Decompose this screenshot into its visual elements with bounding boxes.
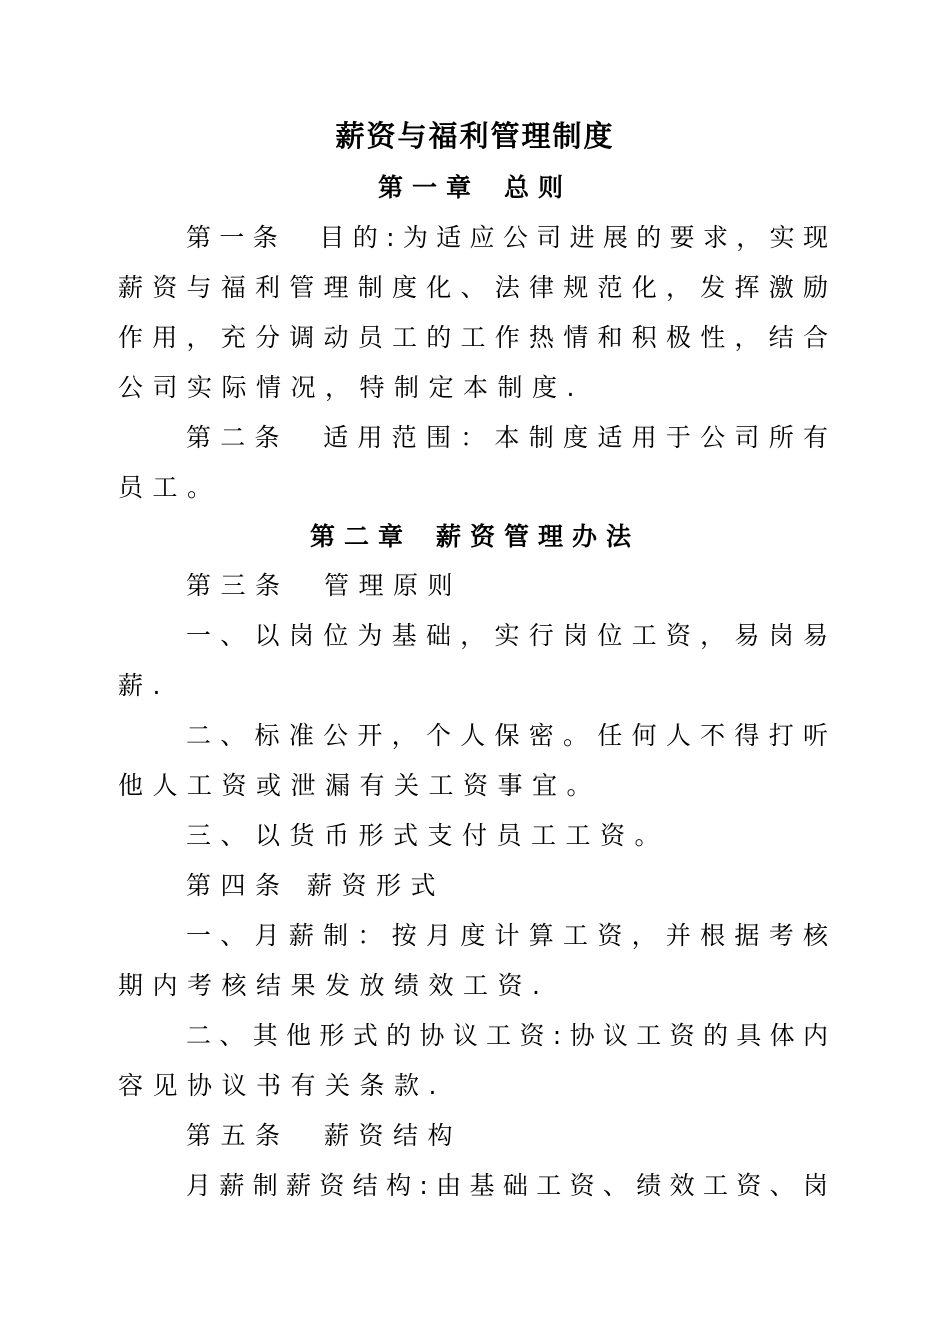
chapter-2-name: 薪资管理办法: [436, 522, 641, 551]
paragraph-line: 三、以货币形式支付员工工资。: [186, 821, 670, 850]
paragraph-line: 他人工资或泄漏有关工资事宜。: [118, 771, 602, 800]
paragraph-line: 公司实际情况，特制定本制度.: [118, 373, 584, 402]
chapter-1-heading: [0, 170, 950, 206]
chapter-1-number: 第一章: [377, 173, 480, 202]
chapter-2-number: 第二章: [309, 522, 412, 551]
paragraph-line: 期内考核结果发放绩效工资.: [118, 971, 550, 1000]
paragraph-line: 第五条 薪资结构: [186, 1121, 463, 1150]
chapter-2-heading: [0, 519, 950, 555]
paragraph-line: 二、其他形式的协议工资:协议工资的具体内: [186, 1021, 828, 1050]
paragraph-line: 第一条 目的:为适应公司进展的要求，实现: [186, 223, 828, 252]
paragraph-line: 一、月薪制：按月度计算工资，并根据考核: [186, 921, 828, 950]
paragraph-line: 薪资与福利管理制度化、法律规范化，发挥激励: [118, 273, 828, 302]
paragraph-line: 容见协议书有关条款.: [118, 1071, 446, 1100]
paragraph-line: 薪.: [118, 671, 170, 700]
paragraph-line: 一、以岗位为基础，实行岗位工资，易岗易: [186, 621, 828, 650]
document-title: 薪资与福利管理制度: [335, 119, 615, 153]
paragraph-line: 第二条 适用范围：本制度适用于公司所有: [186, 423, 828, 452]
paragraph-line: 二、标准公开，个人保密。任何人不得打听: [186, 721, 828, 750]
paragraph-line: 月薪制薪资结构:由基础工资、绩效工资、岗: [186, 1171, 828, 1200]
paragraph-line: 员工。: [118, 473, 222, 502]
paragraph-line: 第四条 薪资形式: [186, 871, 445, 900]
paragraph-line: 作用，充分调动员工的工作热情和积极性，结合: [118, 323, 828, 352]
paragraph-line: 第三条 管理原则: [186, 571, 463, 600]
chapter-1-name: 总则: [504, 173, 573, 202]
